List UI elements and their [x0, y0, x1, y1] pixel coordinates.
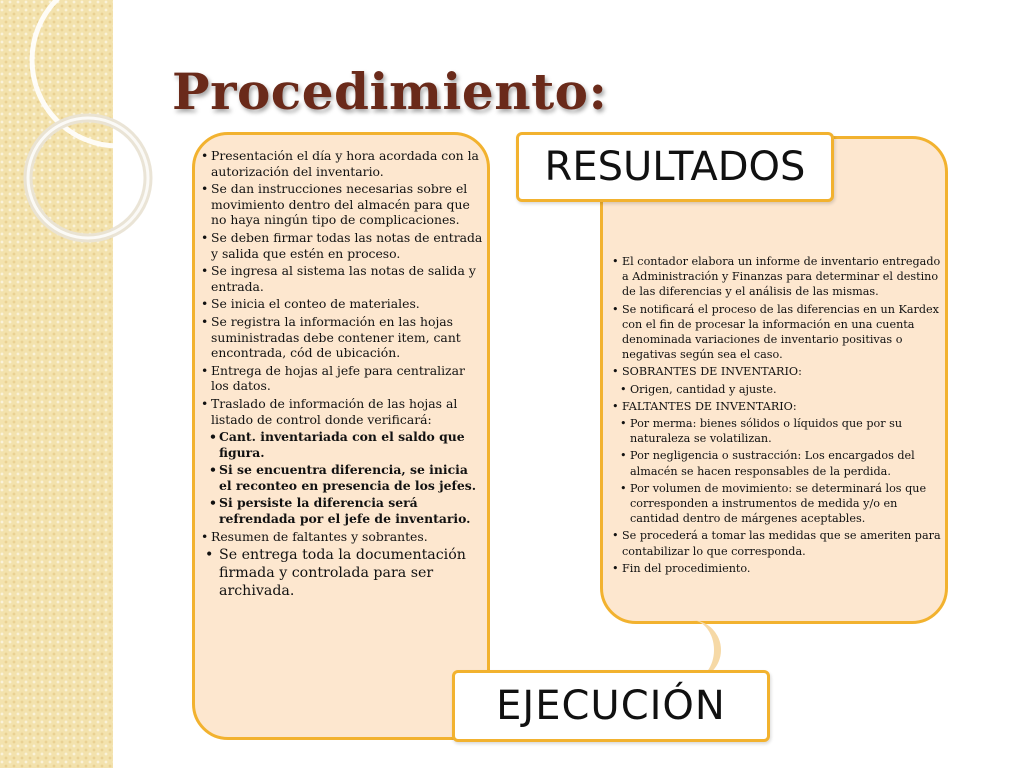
- list-subitem: • Origen, cantidad y ajuste.: [612, 382, 942, 397]
- list-item: • Se procederá a tomar las medidas que se ameriten para contabilizar lo que corresponda.: [612, 528, 942, 558]
- list-item: • FALTANTES DE INVENTARIO:: [612, 399, 942, 414]
- list-item: • El contador elabora un informe de inventario entregado a Administración y Finanzas para determinar el destino de las diferencias y el análisis de las mismas.: [612, 254, 942, 300]
- list-subitem: • Cant. inventariada con el saldo que figura.: [201, 429, 483, 460]
- list-item: • Traslado de información de las hojas al listado de control donde verificará:: [201, 396, 483, 427]
- list-subitem: • Si persiste la diferencia será refrendada por el jefe de inventario.: [201, 495, 483, 526]
- slide-title: Procedimiento:: [172, 62, 608, 121]
- list-item: • Se ingresa al sistema las notas de salida y entrada.: [201, 263, 483, 294]
- list-item: • Se registra la información en las hojas suministradas debe contener item, cant encontrada, cód de ubicación.: [201, 314, 483, 361]
- list-subitem: • Por merma: bienes sólidos o líquidos que por su naturaleza se volatilizan.: [612, 416, 942, 446]
- list-item: • Se dan instrucciones necesarias sobre el movimiento dentro del almacén para que no haya ningún tipo de complicaciones.: [201, 181, 483, 228]
- list-item: • Fin del procedimiento.: [612, 561, 942, 576]
- resultados-label: RESULTADOS: [516, 132, 834, 202]
- list-item: • Resumen de faltantes y sobrantes.: [201, 529, 483, 545]
- list-item: • Se notificará el proceso de las diferencias en un Kardex con el fin de procesar la información en una cuenta denominada variaciones de inventario positivas o negativas según sea el caso.: [612, 302, 942, 363]
- list-item: • Se deben firmar todas las notas de entrada y salida que estén en proceso.: [201, 230, 483, 261]
- list-item: • Presentación el día y hora acordada con la autorización del inventario.: [201, 148, 483, 179]
- list-subitem: • Si se encuentra diferencia, se inicia el reconteo en presencia de los jefes.: [201, 462, 483, 493]
- list-subitem: • Por volumen de movimiento: se determinará los que corresponden a instrumentos de medida y/o en cantidad dentro de márgenes aceptables.: [612, 481, 942, 527]
- ejecucion-label: EJECUCIÓN: [452, 670, 770, 742]
- list-item: • Se entrega toda la documentación firmada y controlada para ser archivada.: [201, 546, 483, 600]
- ejecucion-list: [201, 148, 483, 602]
- list-item: • Entrega de hojas al jefe para centralizar los datos.: [201, 363, 483, 394]
- list-subitem: • Por negligencia o sustracción: Los encargados del almacén se hacen responsables de la perdida.: [612, 448, 942, 478]
- list-item: • Se inicia el conteo de materiales.: [201, 296, 483, 312]
- decorative-circles: [0, 0, 200, 260]
- list-item: • SOBRANTES DE INVENTARIO:: [612, 364, 942, 379]
- resultados-list: [612, 254, 942, 578]
